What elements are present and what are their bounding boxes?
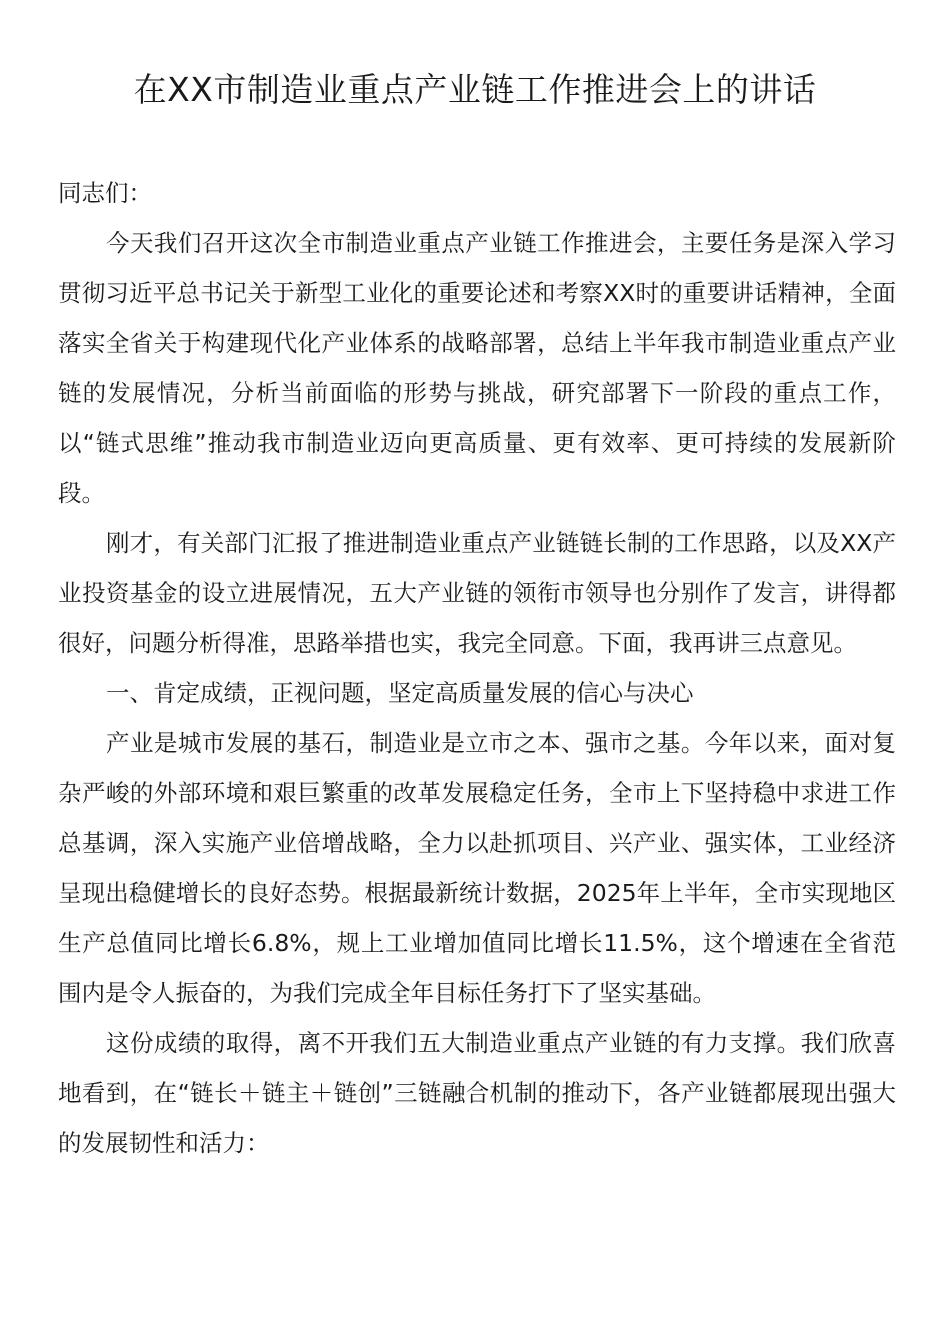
salutation: 同志们： — [58, 179, 152, 207]
section-heading-1: 一、肯定成绩，正视问题，坚定高质量发展的信心与决心 — [106, 679, 694, 707]
paragraph-achievements: 产业是城市发展的基石，制造业是立市之本、强市之基。今年以来，面对复杂严峻的外部环境和艰巨繁重的改革发展稳定任务，全市上下坚持稳中求进工作总基调，深入实施产业倍增战略，全力以赴抓项目、兴产业、强实体，工业经济呈现出稳健增长的良好态势。根据最新统计数据，2025年上半年，全市实现地区生产总值同比增长6.8%，规上工业增加值同比增长11.5%，这个增速在全省范围内是令人振奋的，为我们完成全年目标任务打下了坚实基础。 — [58, 729, 896, 1007]
paragraph-remarks: 刚才，有关部门汇报了推进制造业重点产业链链长制的工作思路，以及XX产业投资基金的设立进展情况，五大产业链的领衔市领导也分别作了发言，讲得都很好，问题分析得准，思路举措也实，我完全同意。下面，我再讲三点意见。 — [58, 529, 896, 657]
paragraph-opening: 今天我们召开这次全市制造业重点产业链工作推进会，主要任务是深入学习贯彻习近平总书记关于新型工业化的重要论述和考察XX时的重要讲话精神，全面落实全省关于构建现代化产业体系的战略部署，总结上半年我市制造业重点产业链的发展情况，分析当前面临的形势与挑战，研究部署下一阶段的重点工作，以“链式思维”推动我市制造业迈向更高质量、更有效率、更可持续的发展新阶段。 — [58, 229, 896, 507]
document-body — [58, 168, 896, 1168]
document-title: 在XX市制造业重点产业链工作推进会上的讲话 — [133, 70, 817, 109]
paragraph-industry-chains: 这份成绩的取得，离不开我们五大制造业重点产业链的有力支撑。我们欣喜地看到，在“链长＋链主＋链创”三链融合机制的推动下，各产业链都展现出强大的发展韧性和活力： — [58, 1029, 896, 1157]
